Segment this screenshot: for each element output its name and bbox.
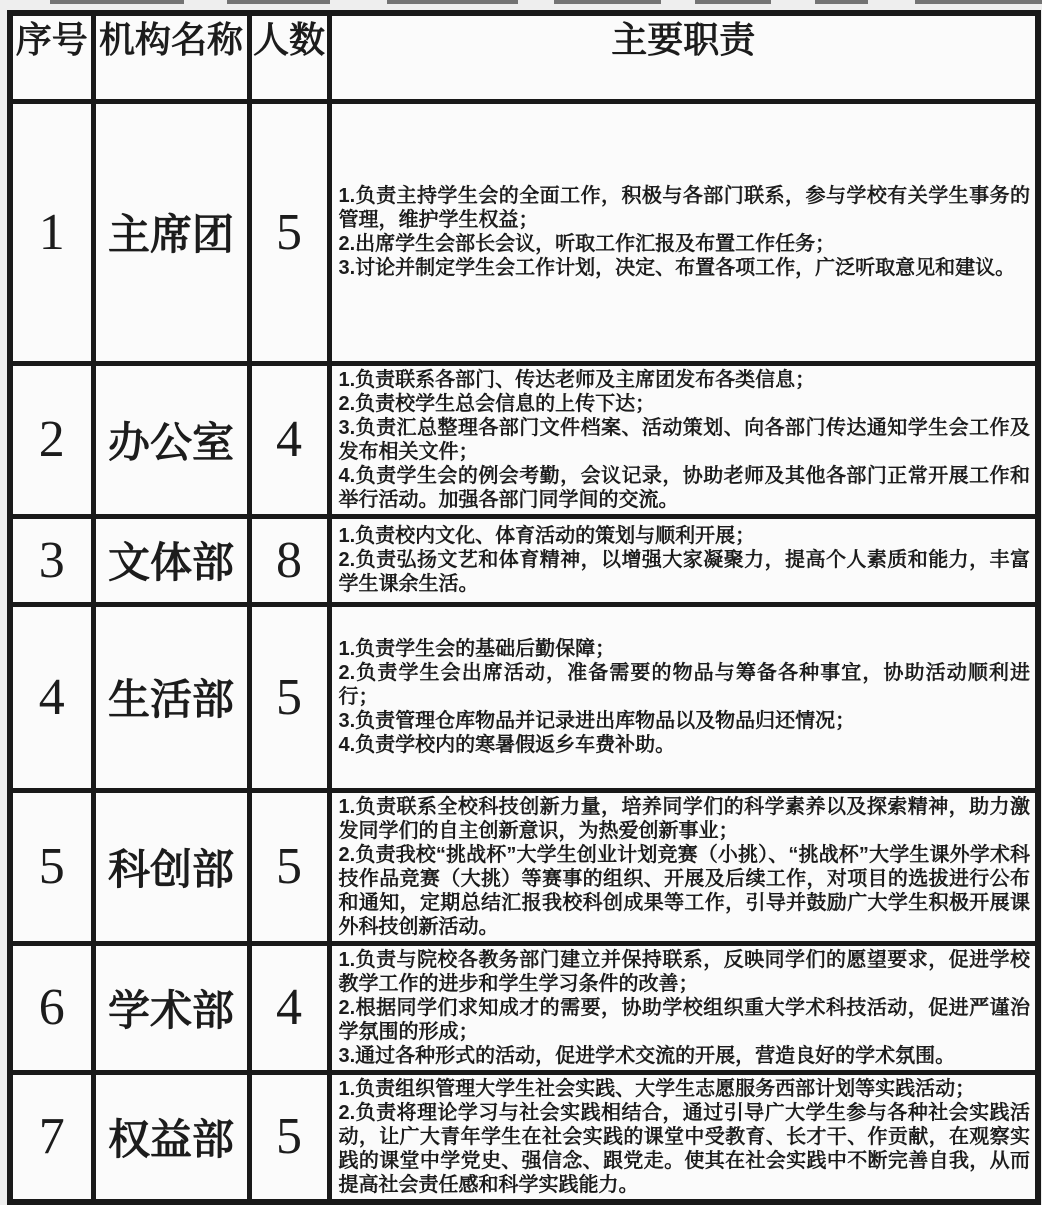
duty-item: 3.通过各种形式的活动，促进学术交流的开展，营造良好的学术氛围。	[338, 1044, 956, 1067]
duty-item: 1.负责联系各部门、传达老师及主席团发布各类信息；	[338, 368, 816, 391]
duty-item: 3.讨论并制定学生会工作计划，决定、布置各项工作，广泛听取意见和建议。	[338, 257, 1016, 279]
dept-name: 主席团	[93, 101, 249, 363]
duties-cell	[329, 516, 1038, 604]
member-count: 5	[249, 101, 329, 363]
member-count: 5	[249, 790, 329, 943]
scan-artifact	[387, 0, 518, 4]
duty-item: 1.负责与院校各教务部门建立并保持联系，反映同学们的愿望要求，促进学校教学工作的进步和学生学习条件的改善；	[338, 948, 1030, 995]
duty-item: 3.负责管理仓库物品并记录进出库物品以及物品归还情况；	[338, 710, 856, 732]
duty-item: 2.出席学生会部长会议，听取工作汇报及布置工作任务；	[338, 233, 836, 255]
duty-item: 2.根据同学们求知成才的需要，协助学校组织重大学术科技活动，促进严谨治学氛围的形成；	[338, 996, 1030, 1043]
table-row	[10, 516, 1038, 604]
header-row	[10, 13, 1038, 101]
table-row	[10, 363, 1038, 516]
member-count: 8	[249, 516, 329, 604]
duty-item: 1.负责主持学生会的全面工作，积极与各部门联系，参与学校有关学生事务的管理，维护学生权益；	[338, 185, 1030, 231]
row-no: 5	[10, 790, 93, 943]
duties-cell	[329, 604, 1038, 790]
duty-item: 1.负责联系全校科技创新力量，培养同学们的科学素养以及探索精神，助力激发同学们的自主创新意识，为热爱创新事业；	[338, 795, 1030, 842]
duty-item: 4.负责学校内的寒暑假返乡车费补助。	[338, 734, 676, 756]
row-no: 7	[10, 1072, 93, 1202]
scan-artifact	[554, 0, 661, 4]
duty-item: 1.负责校内文化、体育活动的策划与顺利开展；	[338, 525, 756, 547]
org-duties-table	[7, 10, 1041, 1205]
duty-item: 2.负责学生会出席活动，准备需要的物品与筹备各种事宜，协助活动顺利进行；	[338, 662, 1030, 708]
row-no: 4	[10, 604, 93, 790]
table-row	[10, 1072, 1038, 1202]
table-row	[10, 604, 1038, 790]
row-no: 6	[10, 943, 93, 1072]
table-row	[10, 101, 1038, 363]
duty-item: 2.负责弘扬文艺和体育精神，以增强大家凝聚力，提高个人素质和能力，丰富学生课余生活。	[338, 549, 1030, 595]
duty-item: 1.负责学生会的基础后勤保障；	[338, 638, 616, 660]
duties-cell	[329, 790, 1038, 943]
dept-name: 权益部	[93, 1072, 249, 1202]
row-no: 1	[10, 101, 93, 363]
duties-cell	[329, 363, 1038, 516]
dept-name: 文体部	[93, 516, 249, 604]
duties-cell	[329, 101, 1038, 363]
document-page	[7, 10, 1041, 1205]
duty-item: 1.负责组织管理大学生社会实践、大学生志愿服务西部计划等实践活动；	[338, 1077, 976, 1100]
table-row	[10, 790, 1038, 943]
col-header-count: 人数	[249, 13, 329, 101]
dept-name: 办公室	[93, 363, 249, 516]
scan-artifact	[695, 0, 771, 4]
table-row	[10, 943, 1038, 1072]
scan-artifact	[50, 0, 184, 4]
member-count: 5	[249, 1072, 329, 1202]
duties-cell	[329, 943, 1038, 1072]
duty-item: 3.负责汇总整理各部门文件档案、活动策划、向各部门传达通知学生会工作及发布相关文件；	[338, 416, 1030, 463]
duty-item: 2.负责校学生总会信息的上传下达；	[338, 392, 656, 415]
member-count: 5	[249, 604, 329, 790]
dept-name: 生活部	[93, 604, 249, 790]
scan-artifact	[915, 0, 1042, 4]
col-header-name: 机构名称	[93, 13, 249, 101]
duty-item: 4.负责学生会的例会考勤，会议记录，协助老师及其他各部门正常开展工作和举行活动。加强各部门同学间的交流。	[338, 464, 1030, 511]
scan-artifact	[227, 0, 330, 4]
scan-artifact	[815, 0, 868, 4]
member-count: 4	[249, 363, 329, 516]
row-no: 3	[10, 516, 93, 604]
dept-name: 科创部	[93, 790, 249, 943]
duties-cell	[329, 1072, 1038, 1202]
row-no: 2	[10, 363, 93, 516]
member-count: 4	[249, 943, 329, 1072]
dept-name: 学术部	[93, 943, 249, 1072]
duty-item: 2.负责我校“挑战杯”大学生创业计划竞赛（小挑）、“挑战杯”大学生课外学术科技作品竞赛（大挑）等赛事的组织、开展及后续工作，对项目的选拔进行公布和通知，定期总结汇报我校科创成果等工作，引导并鼓励广大学生积极开展课外科技创新活动。	[338, 843, 1030, 938]
col-header-duties: 主要职责	[329, 13, 1038, 101]
col-header-no: 序号	[10, 13, 93, 101]
duty-item: 2.负责将理论学习与社会实践相结合，通过引导广大学生参与各种社会实践活动，让广大青年学生在社会实践的课堂中受教育、长才干、作贡献，在观察实践的课堂中学党史、强信念、跟党走。使其在社会实践中不断完善自我，从而提高社会责任感和科学实践能力。	[338, 1101, 1030, 1196]
